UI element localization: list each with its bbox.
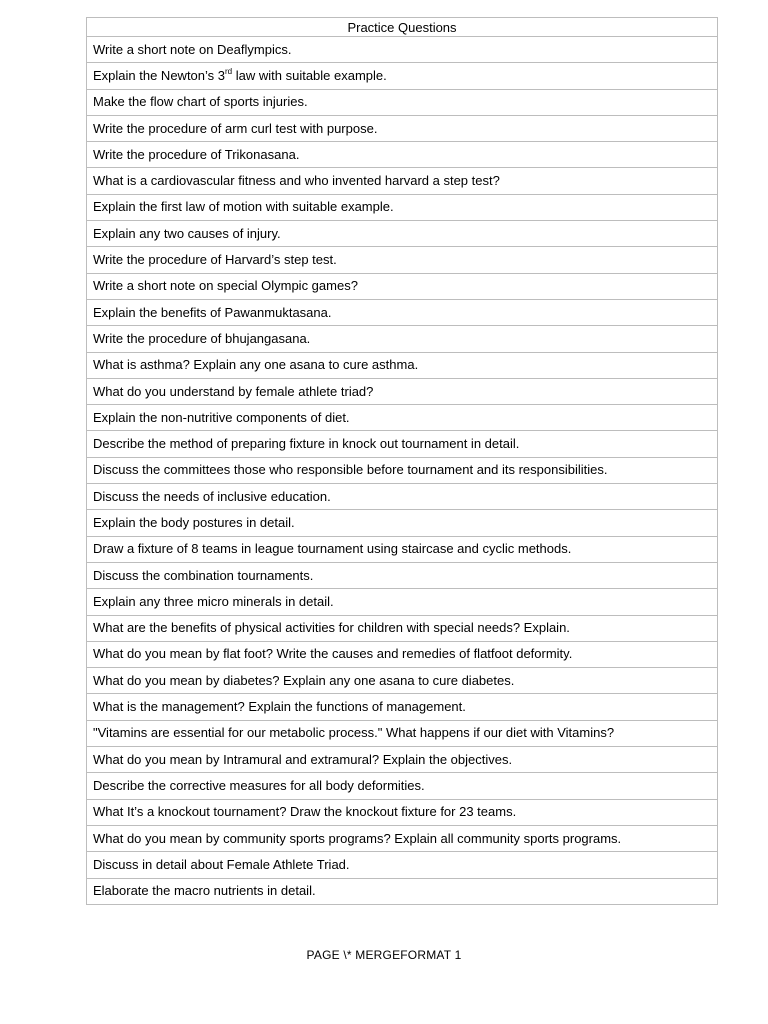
question-row [87, 326, 718, 352]
question-row [87, 37, 718, 63]
question-text: Discuss in detail about Female Athlete Triad. [87, 852, 718, 878]
question-text: Explain the non-nutritive components of diet. [87, 405, 718, 431]
question-row [87, 378, 718, 404]
question-text: What are the benefits of physical activities for children with special needs? Explain. [87, 615, 718, 641]
question-row [87, 615, 718, 641]
question-row [87, 221, 718, 247]
question-text: What do you mean by diabetes? Explain any one asana to cure diabetes. [87, 668, 718, 694]
question-text: Explain the first law of motion with suitable example. [87, 194, 718, 220]
question-text: What is a cardiovascular fitness and who invented harvard a step test? [87, 168, 718, 194]
ordinal-suffix: rd [225, 66, 233, 76]
question-row [87, 194, 718, 220]
page-footer: PAGE \* MERGEFORMAT 1 [306, 948, 462, 962]
question-text: Explain the Newton’s 3rd law with suitable example. [87, 63, 718, 89]
question-row [87, 457, 718, 483]
question-text: Write the procedure of Harvard’s step test. [87, 247, 718, 273]
question-row [87, 799, 718, 825]
question-row [87, 825, 718, 851]
question-row [87, 63, 718, 89]
question-text: Write a short note on Deaflympics. [87, 37, 718, 63]
question-text: Write the procedure of bhujangasana. [87, 326, 718, 352]
question-row [87, 273, 718, 299]
question-text: "Vitamins are essential for our metabolic process." What happens if our diet with Vitamins? [87, 720, 718, 746]
question-text: Explain the body postures in detail. [87, 510, 718, 536]
table-header-row [87, 18, 718, 37]
question-row [87, 484, 718, 510]
question-row [87, 589, 718, 615]
question-row [87, 115, 718, 141]
question-text: Discuss the committees those who responsible before tournament and its responsibilities. [87, 457, 718, 483]
question-row [87, 747, 718, 773]
question-row [87, 641, 718, 667]
questions-table-body [87, 18, 718, 905]
question-row [87, 142, 718, 168]
question-row [87, 536, 718, 562]
question-row [87, 168, 718, 194]
question-row [87, 431, 718, 457]
question-text: What do you understand by female athlete triad? [87, 378, 718, 404]
question-text: Explain any two causes of injury. [87, 221, 718, 247]
practice-questions-table [86, 17, 718, 905]
question-text: What is asthma? Explain any one asana to cure asthma. [87, 352, 718, 378]
question-text: Draw a fixture of 8 teams in league tournament using staircase and cyclic methods. [87, 536, 718, 562]
question-text: Describe the method of preparing fixture in knock out tournament in detail. [87, 431, 718, 457]
question-row [87, 878, 718, 904]
question-text: Discuss the combination tournaments. [87, 562, 718, 588]
question-text: What do you mean by community sports programs? Explain all community sports programs. [87, 825, 718, 851]
question-text: Explain any three micro minerals in detail. [87, 589, 718, 615]
question-text: Write the procedure of arm curl test with purpose. [87, 115, 718, 141]
question-text: What do you mean by Intramural and extramural? Explain the objectives. [87, 747, 718, 773]
question-row [87, 852, 718, 878]
question-text: What is the management? Explain the functions of management. [87, 694, 718, 720]
question-row [87, 299, 718, 325]
question-text: What It’s a knockout tournament? Draw the knockout fixture for 23 teams. [87, 799, 718, 825]
question-row [87, 405, 718, 431]
question-text: Explain the benefits of Pawanmuktasana. [87, 299, 718, 325]
table-title: Practice Questions [87, 18, 718, 37]
question-row [87, 694, 718, 720]
question-row [87, 89, 718, 115]
question-text: Elaborate the macro nutrients in detail. [87, 878, 718, 904]
question-text: Discuss the needs of inclusive education. [87, 484, 718, 510]
question-row [87, 510, 718, 536]
question-row [87, 247, 718, 273]
question-row [87, 720, 718, 746]
question-text: Write a short note on special Olympic games? [87, 273, 718, 299]
question-row [87, 668, 718, 694]
question-row [87, 773, 718, 799]
question-row [87, 352, 718, 378]
question-text: Write the procedure of Trikonasana. [87, 142, 718, 168]
question-text: Make the flow chart of sports injuries. [87, 89, 718, 115]
question-text: What do you mean by flat foot? Write the causes and remedies of flatfoot deformity. [87, 641, 718, 667]
question-row [87, 562, 718, 588]
question-text: Describe the corrective measures for all body deformities. [87, 773, 718, 799]
